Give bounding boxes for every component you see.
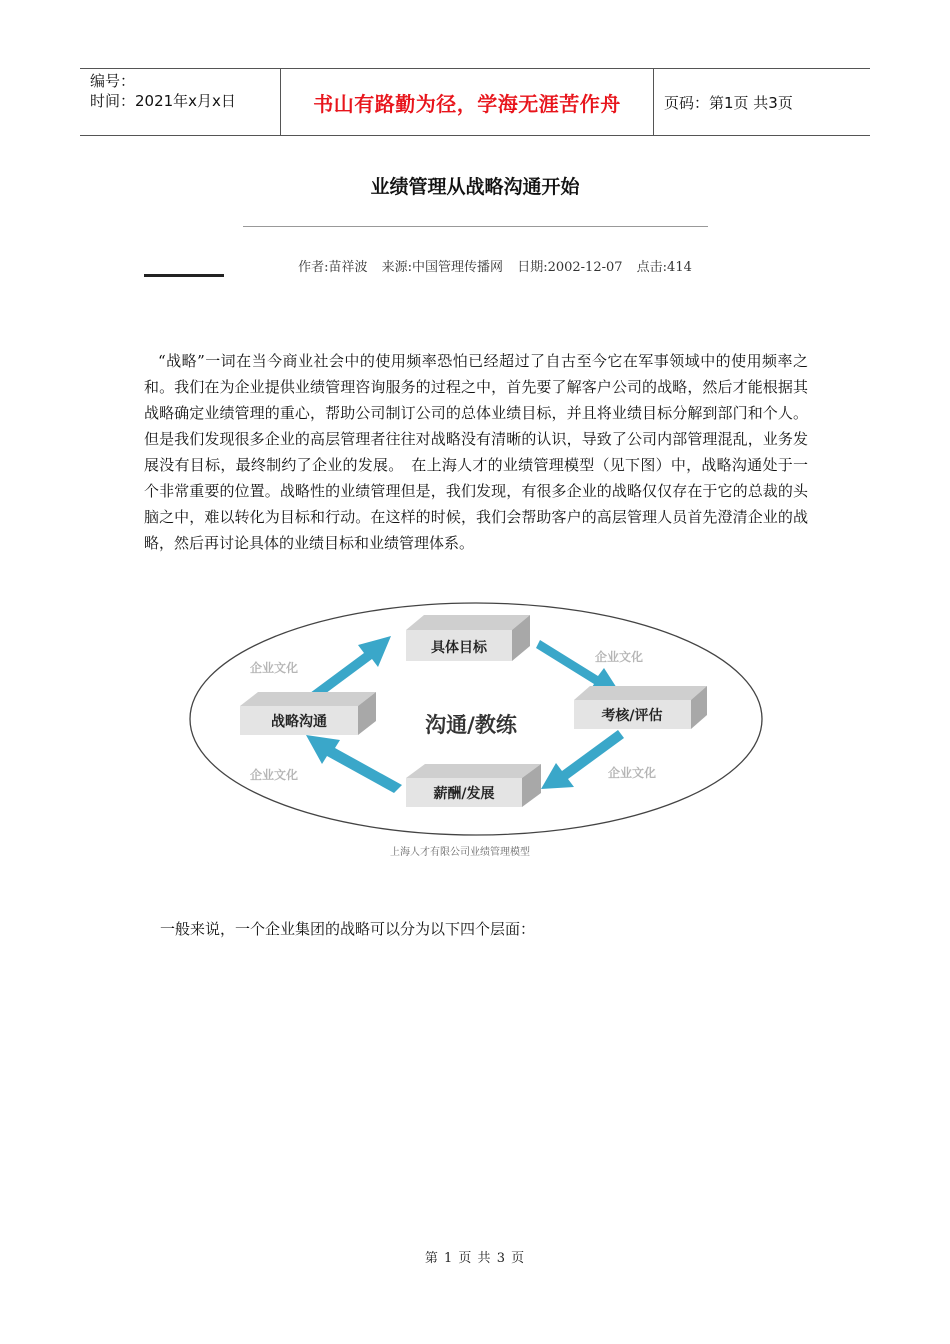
- culture-label-bottom-right: 企业文化: [608, 766, 657, 780]
- page-footer: 第 1 页 共 3 页: [424, 1251, 526, 1266]
- box-bottom-label: 薪酬/发展: [433, 786, 495, 802]
- article-title: 业绩管理从战略沟通开始: [370, 176, 580, 198]
- box-right-label: 考核/评估: [601, 708, 663, 724]
- meta-source: 来源:中国管理传播网: [381, 260, 504, 275]
- center-label: 沟通/教练: [425, 713, 517, 737]
- meta-date: 日期:2002-12-07: [517, 260, 623, 275]
- page-info: 页码：第1页 共3页: [664, 93, 793, 112]
- box-assessment: [574, 686, 707, 729]
- culture-label-bottom-left: 企业文化: [250, 768, 299, 782]
- article-meta: [0, 256, 950, 275]
- motto-text: 书山有路勤为径，学海无涯苦作舟: [313, 91, 621, 116]
- time-label: 时间：2021年x月x日: [90, 92, 236, 110]
- body-paragraph-1: “战略”一词在当今商业社会中的使用频率恐怕已经超过了自古至今它在军事领域中的使用频率之和。我们在为企业提供业绩管理咨询服务的过程之中，首先要了解客户公司的战略，然后才能根据其战略确定业绩管理的重心，帮助公司制订公司的总体业绩目标，并且将业绩目标分解到部门和个人。但是我们发现很多企业的高层管理者往往对战略没有清晰的认识，导致了公司内部管理混乱，业务发展没有目标，最终制约了企业的发展。 在上海人才的业绩管理模型（见下图）中，战略沟通处于一个非常重要的位置。战略性的业绩管理但是，我们发现，有很多企业的战略仅仅存在于它的总裁的头脑之中，难以转化为目标和行动。在这样的时候，我们会帮助客户的高层管理人员首先澄清企业的战略，然后再讨论具体的业绩目标和业绩管理体系。: [144, 352, 808, 552]
- body-paragraph-2: 一般来说，一个企业集团的战略可以分为以下四个层面：: [160, 920, 536, 938]
- title-divider: [243, 226, 708, 227]
- meta-author: 作者:苗祥波: [298, 260, 368, 275]
- box-specific-goals: [406, 615, 530, 661]
- performance-model-diagram: [186, 598, 766, 860]
- diagram-caption: 上海人才有限公司业绩管理模型: [390, 847, 530, 858]
- arrow-up-left-icon: [306, 735, 402, 793]
- document-header: [80, 68, 870, 136]
- box-compensation: [406, 764, 541, 807]
- culture-label-top-right: 企业文化: [595, 650, 644, 664]
- box-left-label: 战略沟通: [271, 714, 327, 730]
- left-accent-bar: [144, 274, 224, 277]
- header-left-cell: [80, 69, 281, 135]
- header-page-cell: [654, 69, 870, 135]
- header-motto-cell: [281, 69, 654, 135]
- number-label: 编号：: [90, 72, 136, 90]
- box-top-label: 具体目标: [431, 640, 487, 656]
- box-strategy-communication: [240, 692, 376, 735]
- meta-clicks: 点击:414: [636, 260, 692, 275]
- culture-label-top-left: 企业文化: [250, 661, 299, 675]
- arrow-down-left-icon: [541, 730, 624, 789]
